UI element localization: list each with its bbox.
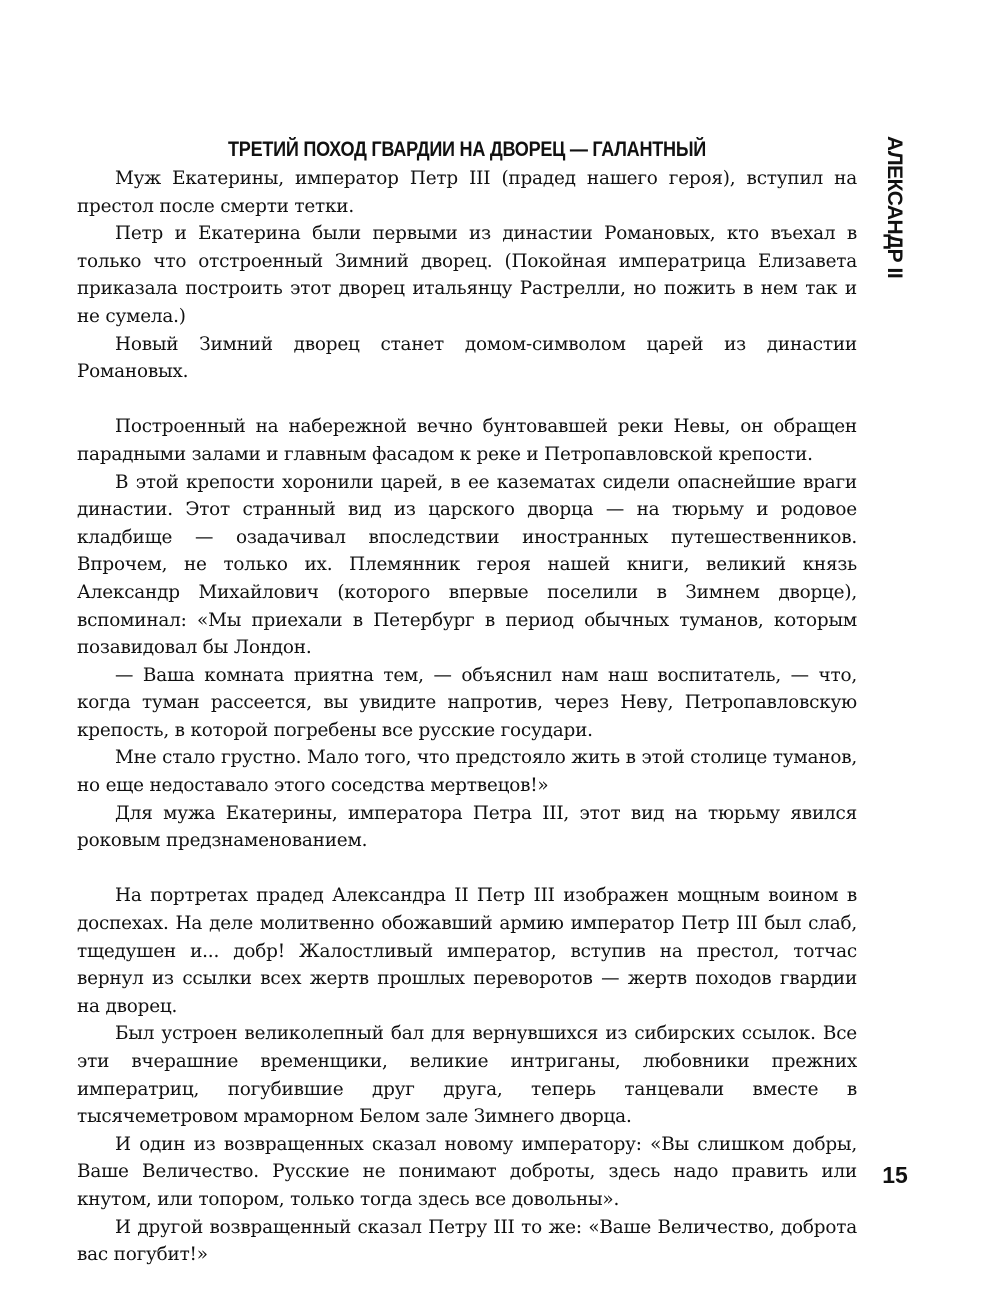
paragraph: В этой крепости хоронили царей, в ее казематах сидели опаснейшие враги династии. Этот странный вид из царского дворца — на тюрьму и родовое кладбище — озадачивал впоследствии иностранных путешественников. Впрочем, не только их. Племянник героя нашей книги, великий князь Александр Михайлович (которого впервые поселили в Зимнем дворце), вспоминал: «Мы приехали в Петербург в период обычных туманов, которым позавидовал бы Лондон. — [77, 471, 857, 659]
chapter-heading: ТРЕТИЙ ПОХОД ГВАРДИИ НА ДВОРЕЦ — ГАЛАНТНЫЙ — [228, 138, 706, 161]
paragraph: Построенный на набережной вечно бунтовавшей реки Невы, он обращен парадными залами и главным фасадом к реке и Петропавловской крепости. — [77, 416, 857, 465]
paragraph: Мне стало грустно. Мало того, что предстояло жить в этой столице туманов, но еще недоставало этого соседства мертвецов!» — [77, 747, 857, 797]
paragraph: — Ваша комната приятна тем, — объяснил нам наш воспитатель, — что, когда туман рассеется, вы увидите напротив, через Неву, Петропавловскую крепость, в которой погребены все русские государи. — [77, 664, 857, 741]
paragraph: Петр и Екатерина были первыми из династии Романовых, кто въехал в только что отстроенный Зимний дворец. (Покойная императрица Елизавета приказала построить этот дворец итальянцу Растрелли, но пожить в нем так и не сумела.) — [77, 223, 857, 327]
section-gap — [77, 386, 857, 414]
paragraph: И один из возвращенных сказал новому императору: «Вы слишком добры, Ваше Величество. Русские не понимают доброты, здесь надо править или кнутом, или топором, только тогда здесь все довольны». — [77, 1133, 857, 1210]
paragraph: Был устроен великолепный бал для вернувшихся из сибирских ссылок. Все эти вчерашние временщики, великие интриганы, любовники прежних императриц, погубившие друг друга, теперь танцевали вместе в тысячеметровом мраморном Белом зале Зимнего дворца. — [77, 1023, 857, 1128]
paragraph: Новый Зимний дворец станет домом-символом царей из династии Романовых. — [77, 333, 857, 383]
section-gap — [77, 855, 857, 883]
paragraph: И другой возвращенный сказал Петру III то же: «Ваше Величество, доброта вас погубит!» — [77, 1216, 857, 1266]
paragraph: Муж Екатерины, император Петр III (прадед нашего героя), вступил на престол после смерти тетки. — [77, 168, 857, 217]
paragraph: На портретах прадед Александра II Петр III изображен мощным воином в доспехах. На деле молитвенно обожавший армию император Петр III был слаб, тщедушен и... добр! Жалостливый император, вступив на престол, тотчас вернул из ссылки всех жертв прошлых переворотов — жертв походов гвардии на дворец. — [77, 885, 857, 1017]
body-text — [77, 136, 857, 1269]
running-head: АЛЕКСАНДР II — [883, 136, 906, 279]
page-number: 15 — [882, 1162, 908, 1188]
paragraph: Для мужа Екатерины, императора Петра III, этот вид на тюрьму явился роковым предзнаменованием. — [77, 802, 857, 852]
